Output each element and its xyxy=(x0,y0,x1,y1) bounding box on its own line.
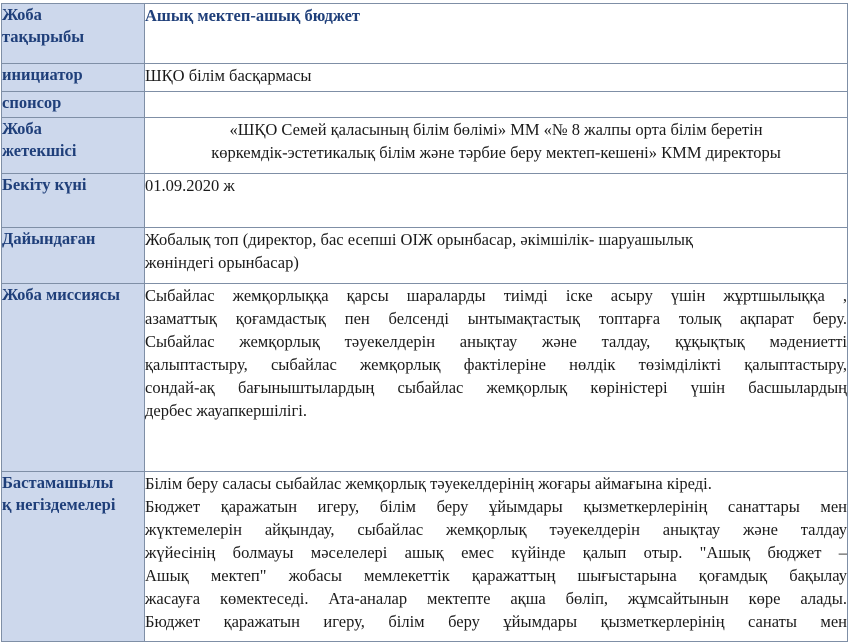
label-text: Жоба миссиясы xyxy=(2,285,120,304)
project-topic-text: Ашық мектеп-ашық бюджет xyxy=(145,6,360,25)
label-line: жетекшісі xyxy=(2,141,77,160)
mission-line: қалыптастыру, сыбайлас жемқорлық фактілеріне нөлдік төзімділікті қалыптастыру, xyxy=(145,355,847,374)
label-prepared-by xyxy=(2,228,145,284)
approval-date-text: 01.09.2020 ж xyxy=(145,176,235,195)
value-project-leader xyxy=(145,118,848,174)
label-line: Бастамашылы xyxy=(2,473,114,492)
grounds-line: жүйесінің болмауы мәселелері ашық емес күйінде қалып отыр. "Ашық бюджет – xyxy=(145,543,847,562)
label-line: Жоба xyxy=(2,119,42,138)
value-sponsor xyxy=(145,92,848,118)
value-prepared-by xyxy=(145,228,848,284)
label-initiative-grounds xyxy=(2,472,145,642)
row-initiative-grounds xyxy=(2,472,848,642)
row-sponsor xyxy=(2,92,848,118)
initiator-text: ШҚО білім басқармасы xyxy=(145,66,312,85)
label-initiator xyxy=(2,64,145,92)
row-project-mission xyxy=(2,284,848,472)
label-text: инициатор xyxy=(2,65,83,84)
label-approval-date xyxy=(2,174,145,228)
row-approval-date xyxy=(2,174,848,228)
mission-line: дербес жауапкершілігі. xyxy=(145,401,307,420)
row-project-topic xyxy=(2,4,848,64)
prepared-by-line: Жобалық топ (директор, бас есепші ОІЖ орынбасар, әкімшілік- шаруашылық xyxy=(145,230,694,249)
label-sponsor xyxy=(2,92,145,118)
label-project-leader xyxy=(2,118,145,174)
leader-line: көркемдік-эстетикалық білім және тәрбие беру мектеп-кешені» КММ директоры xyxy=(211,143,781,162)
mission-line: Сыбайлас жемқорлыққа қарсы шараларды тиімді іске асыру үшін жұртшылыққа , xyxy=(145,286,847,305)
value-initiative-grounds xyxy=(145,472,848,642)
label-text: спонсор xyxy=(2,93,62,112)
grounds-line: Бюджет қаражатын игеру, білім беру ұйымдары қызметкерлерінің санаты мен xyxy=(145,612,847,631)
label-project-mission xyxy=(2,284,145,472)
row-project-leader xyxy=(2,118,848,174)
label-project-topic xyxy=(2,4,145,64)
grounds-line: Білім беру саласы сыбайлас жемқорлық тәуекелдерінің жоғары аймағына кіреді. xyxy=(145,474,712,493)
leader-line: «ШҚО Семей қаласының білім бөлімі» ММ «№ 8 жалпы орта білім беретін xyxy=(229,120,763,139)
mission-line: азаматтық қоғамдастық пен белсенді ынтымақтастық топтарға толық ақпарат беру. xyxy=(145,309,847,328)
grounds-line: Ашық мектеп" жобасы мемлекеттік қаражаттың шығыстарына қоғамдық бақылау xyxy=(145,566,847,585)
label-line: тақырыбы xyxy=(2,27,85,46)
value-initiator xyxy=(145,64,848,92)
value-project-topic xyxy=(145,4,848,64)
mission-line: Сыбайлас жемқорлық тәуекелдерін анықтау және талдау, құқықтық мәдениетті xyxy=(145,332,847,351)
grounds-line: Бюджет қаражатын игеру, білім беру ұйымдары қызметкерлерінің санаттары мен xyxy=(145,497,847,516)
grounds-line: жасауға көмектеседі. Ата-аналар мектепте ақша бөліп, жұмсайтынын көре алады. xyxy=(145,589,847,608)
mission-line: сондай-ақ бағыныштылардың сыбайлас жемқорлық көріністері үшін басшылардың xyxy=(145,378,847,397)
label-text: Бекіту күні xyxy=(2,175,87,194)
prepared-by-line: жөніндегі орынбасар) xyxy=(145,253,299,272)
value-approval-date xyxy=(145,174,848,228)
grounds-line: жүктемелерін айқындау, сыбайлас жемқорлық тәуекелдерін анықтау және талдау xyxy=(145,520,847,539)
value-project-mission xyxy=(145,284,848,472)
label-text: Дайындаған xyxy=(2,229,96,248)
project-charter-table xyxy=(1,3,848,642)
label-line: Жоба xyxy=(2,5,42,24)
label-line: қ негіздемелері xyxy=(2,495,116,514)
row-prepared-by xyxy=(2,228,848,284)
row-initiator xyxy=(2,64,848,92)
